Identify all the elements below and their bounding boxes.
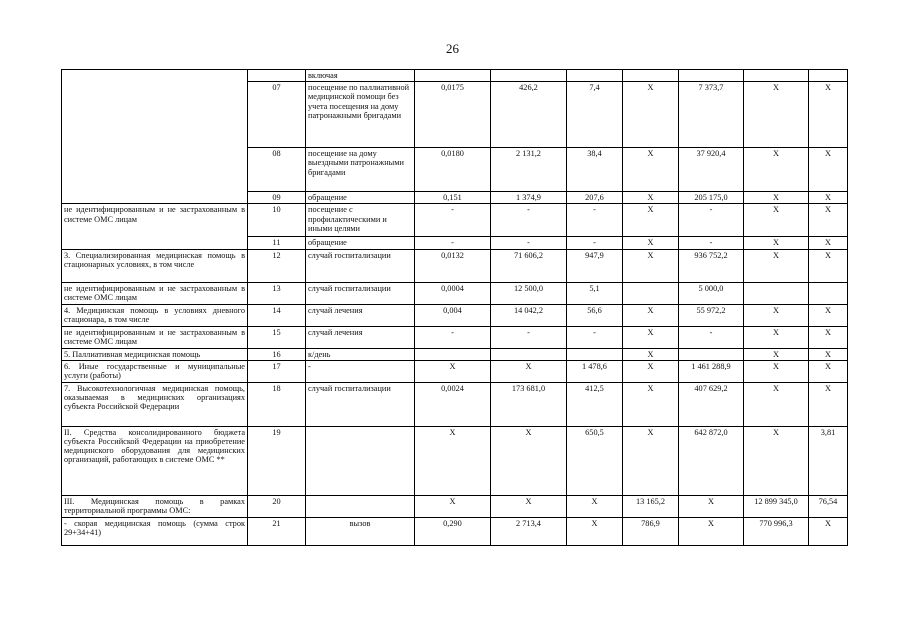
row-code: 16 <box>248 348 306 360</box>
row-name: 7. Высокотехнологичная медицинская помощь, оказываемая в медицинских организациях субъекта Российской Федерации <box>62 382 248 426</box>
row-code: 07 <box>248 82 306 148</box>
cell-value: - <box>567 326 623 348</box>
cell-value: 205 175,0 <box>679 192 744 204</box>
cell-value: 38,4 <box>567 148 623 192</box>
row-name: II. Средства консолидированного бюджета субъекта Российской Федерации на приобретение медицинского оборудования для медицинских организаций, работающих в системе ОМС ** <box>62 426 248 495</box>
row-unit: включая <box>306 70 415 82</box>
table-row <box>62 249 848 282</box>
cell-value: 3,81 <box>809 426 848 495</box>
table-body <box>62 70 848 546</box>
cell-value: 1 478,6 <box>567 360 623 382</box>
cell-value: X <box>623 304 679 326</box>
cell-value: 173 681,0 <box>491 382 567 426</box>
row-code: 20 <box>248 495 306 517</box>
table-row <box>62 282 848 304</box>
row-unit: посещение на дому выездными патронажными бригадами <box>306 148 415 192</box>
cell-value <box>491 348 567 360</box>
cell-value: - <box>567 237 623 249</box>
cell-value <box>415 70 491 82</box>
cell-value: X <box>744 249 809 282</box>
cell-value: - <box>679 204 744 237</box>
row-name: 5. Паллиативная медицинская помощь <box>62 348 248 360</box>
cell-value <box>679 70 744 82</box>
cell-value: X <box>623 360 679 382</box>
cell-value: 55 972,2 <box>679 304 744 326</box>
table-row <box>62 517 848 545</box>
cell-value: X <box>809 148 848 192</box>
row-unit: вызов <box>306 517 415 545</box>
cell-value: X <box>809 249 848 282</box>
cell-value: X <box>567 517 623 545</box>
cell-value <box>744 70 809 82</box>
cell-value: 642 872,0 <box>679 426 744 495</box>
cell-value: 37 920,4 <box>679 148 744 192</box>
cell-value: 0,004 <box>415 304 491 326</box>
cell-value: 0,0004 <box>415 282 491 304</box>
cell-value <box>623 282 679 304</box>
cell-value: 786,9 <box>623 517 679 545</box>
row-name: - скорая медицинская помощь (сумма строк 29+34+41) <box>62 517 248 545</box>
cell-value: X <box>623 426 679 495</box>
cell-value: 207,6 <box>567 192 623 204</box>
cell-value: 12 899 345,0 <box>744 495 809 517</box>
cell-value: X <box>623 148 679 192</box>
cell-value: X <box>679 517 744 545</box>
cell-value: 0,290 <box>415 517 491 545</box>
cell-value: X <box>744 148 809 192</box>
cell-value: 0,0024 <box>415 382 491 426</box>
row-code: 15 <box>248 326 306 348</box>
cell-value: 2 131,2 <box>491 148 567 192</box>
cell-value: X <box>809 360 848 382</box>
cell-value: X <box>623 249 679 282</box>
row-name: не идентифицированным и не застрахованным в системе ОМС лицам <box>62 326 248 348</box>
cell-value: X <box>623 237 679 249</box>
cell-value: X <box>744 426 809 495</box>
row-name: 3. Специализированная медицинская помощь в стационарных условиях, в том числе <box>62 249 248 282</box>
cell-value: X <box>623 348 679 360</box>
cell-value: X <box>809 517 848 545</box>
cell-value: X <box>809 82 848 148</box>
row-name: не идентифицированным и не застрахованным в системе ОМС лицам <box>62 282 248 304</box>
table-row <box>62 495 848 517</box>
cell-value: X <box>415 495 491 517</box>
row-name <box>62 70 248 204</box>
cell-value: 407 629,2 <box>679 382 744 426</box>
cell-value: 13 165,2 <box>623 495 679 517</box>
table-row <box>62 326 848 348</box>
cell-value: 0,0175 <box>415 82 491 148</box>
row-unit: посещение по паллиативной медицинской помощи без учета посещения на дому патронажными бригадами <box>306 82 415 148</box>
cell-value: 1 461 288,9 <box>679 360 744 382</box>
cell-value: X <box>623 192 679 204</box>
row-code: 09 <box>248 192 306 204</box>
row-code: 14 <box>248 304 306 326</box>
cell-value: X <box>744 382 809 426</box>
table-row <box>62 348 848 360</box>
cell-value: X <box>744 360 809 382</box>
cell-value: X <box>491 360 567 382</box>
cell-value: 5 000,0 <box>679 282 744 304</box>
cell-value: 412,5 <box>567 382 623 426</box>
cell-value: X <box>744 304 809 326</box>
cell-value: 426,2 <box>491 82 567 148</box>
cell-value: 12 500,0 <box>491 282 567 304</box>
row-code: 21 <box>248 517 306 545</box>
row-name: III. Медицинская помощь в рамках территориальной программы ОМС: <box>62 495 248 517</box>
row-unit: - <box>306 360 415 382</box>
row-code: 19 <box>248 426 306 495</box>
row-code: 10 <box>248 204 306 237</box>
cell-value: X <box>623 204 679 237</box>
cell-value: X <box>623 82 679 148</box>
financing-table <box>61 69 848 546</box>
row-unit: случай лечения <box>306 304 415 326</box>
row-code <box>248 70 306 82</box>
cell-value: X <box>491 495 567 517</box>
cell-value: 0,0132 <box>415 249 491 282</box>
table-row <box>62 382 848 426</box>
row-name: не идентифицированным и не застрахованным в системе ОМС лицам <box>62 204 248 249</box>
row-unit: обращение <box>306 237 415 249</box>
table-row <box>62 426 848 495</box>
cell-value: - <box>679 237 744 249</box>
table-row <box>62 70 848 82</box>
cell-value: - <box>491 204 567 237</box>
cell-value: X <box>809 348 848 360</box>
cell-value: X <box>809 326 848 348</box>
row-name: 4. Медицинская помощь в условиях дневного стационара, в том числе <box>62 304 248 326</box>
row-code: 12 <box>248 249 306 282</box>
row-unit: обращение <box>306 192 415 204</box>
cell-value: X <box>679 495 744 517</box>
cell-value: - <box>491 237 567 249</box>
cell-value: 650,5 <box>567 426 623 495</box>
table-row <box>62 360 848 382</box>
cell-value: X <box>809 382 848 426</box>
row-unit <box>306 495 415 517</box>
cell-value: - <box>491 326 567 348</box>
cell-value: X <box>744 326 809 348</box>
cell-value: X <box>415 360 491 382</box>
row-code: 18 <box>248 382 306 426</box>
row-unit <box>306 426 415 495</box>
cell-value: X <box>491 426 567 495</box>
cell-value: 947,9 <box>567 249 623 282</box>
cell-value: X <box>744 82 809 148</box>
cell-value: 1 374,9 <box>491 192 567 204</box>
cell-value: 770 996,3 <box>744 517 809 545</box>
cell-value: X <box>809 204 848 237</box>
cell-value: X <box>809 304 848 326</box>
cell-value <box>679 348 744 360</box>
cell-value: 14 042,2 <box>491 304 567 326</box>
cell-value <box>623 70 679 82</box>
cell-value: 0,0180 <box>415 148 491 192</box>
cell-value: X <box>623 382 679 426</box>
row-unit: случай госпитализации <box>306 249 415 282</box>
row-code: 11 <box>248 237 306 249</box>
cell-value: X <box>567 495 623 517</box>
cell-value: X <box>744 237 809 249</box>
cell-value: X <box>744 348 809 360</box>
cell-value: 936 752,2 <box>679 249 744 282</box>
cell-value: - <box>415 237 491 249</box>
row-unit: посещение с профилактическими и иными целями <box>306 204 415 237</box>
cell-value <box>567 348 623 360</box>
cell-value <box>809 282 848 304</box>
cell-value: X <box>744 204 809 237</box>
row-code: 17 <box>248 360 306 382</box>
cell-value: 7,4 <box>567 82 623 148</box>
cell-value <box>744 282 809 304</box>
cell-value: 5,1 <box>567 282 623 304</box>
cell-value: 7 373,7 <box>679 82 744 148</box>
cell-value: 2 713,4 <box>491 517 567 545</box>
cell-value: 56,6 <box>567 304 623 326</box>
cell-value <box>567 70 623 82</box>
cell-value: - <box>415 204 491 237</box>
row-unit: случай лечения <box>306 326 415 348</box>
cell-value: X <box>623 326 679 348</box>
row-unit: к/день <box>306 348 415 360</box>
cell-value <box>491 70 567 82</box>
row-code: 08 <box>248 148 306 192</box>
cell-value <box>809 70 848 82</box>
row-unit: случай госпитализации <box>306 382 415 426</box>
cell-value: X <box>744 192 809 204</box>
cell-value: - <box>679 326 744 348</box>
cell-value: - <box>415 326 491 348</box>
cell-value: X <box>415 426 491 495</box>
table-row <box>62 204 848 237</box>
page-number: 26 <box>446 41 459 56</box>
table-row <box>62 304 848 326</box>
cell-value: X <box>809 192 848 204</box>
row-code: 13 <box>248 282 306 304</box>
row-unit: случай госпитализации <box>306 282 415 304</box>
row-name: 6. Иные государственные и муниципальные услуги (работы) <box>62 360 248 382</box>
cell-value <box>415 348 491 360</box>
cell-value: 76,54 <box>809 495 848 517</box>
cell-value: 71 606,2 <box>491 249 567 282</box>
cell-value: X <box>809 237 848 249</box>
cell-value: - <box>567 204 623 237</box>
cell-value: 0,151 <box>415 192 491 204</box>
